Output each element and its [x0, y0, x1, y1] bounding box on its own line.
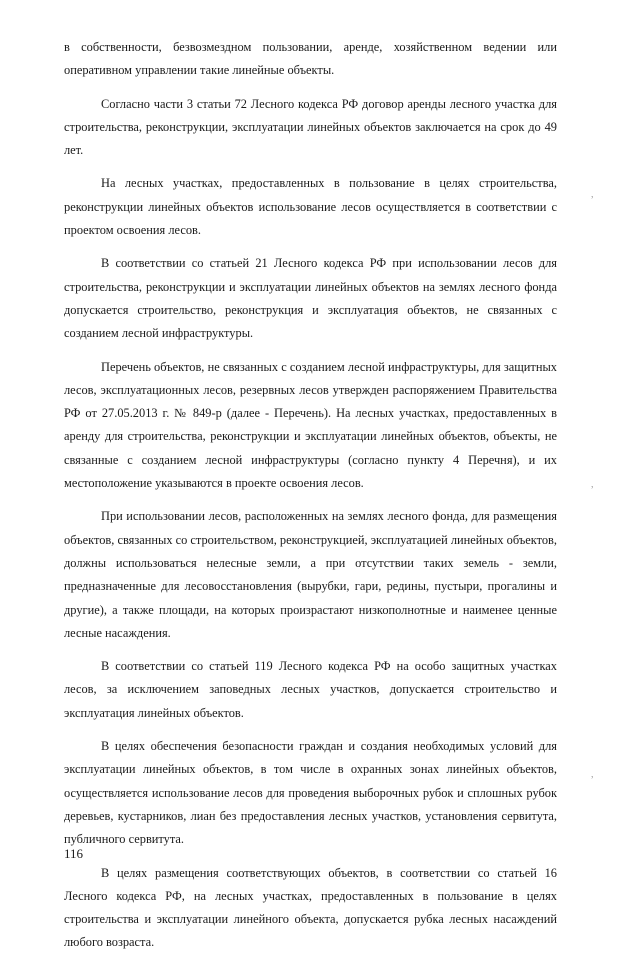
paragraph: Согласно части 3 статьи 72 Лесного кодекса РФ договор аренды лесного участка для строительства, реконструкции, эксплуатации линейных объектов заключается на срок до 49 лет.	[64, 96, 557, 158]
page-number: 116	[64, 846, 84, 861]
paragraph: Перечень объектов, не связанных с созданием лесной инфраструктуры, для защитных лесов, эксплуатационных лесов, резервных лесов утвержден распоряжением Правительства РФ от 27.05.2013 г. № 849-р (далее - Перечень). На лесных участках, предоставленных в аренду для строительства, реконструкции и эксплуатации линейных объектов, объекты, не связанные с созданием лесной инфраструктуры (согласно пункту 4 Перечня), и их местоположение указываются в проекте освоения лесов.	[64, 359, 557, 491]
document-page	[64, 36, 557, 965]
paragraph: В целях обеспечения безопасности граждан и создания необходимых условий для эксплуатации линейных объектов, в том числе в охранных зонах линейных объектов, осуществляется использование лесов для проведения выборочных рубок и сплошных рубок деревьев, кустарников, лиан без предоставления лесных участков, установления сервитута, публичного сервитута.	[64, 739, 557, 847]
scan-speck: ,	[591, 479, 594, 490]
paragraph: В целях размещения соответствующих объектов, в соответствии со статьей 16 Лесного кодекса РФ, на лесных участках, предоставленных в пользование в целях строительства и эксплуатации линейного объекта, допускается рубка лесных насаждений любого возраста.	[64, 865, 557, 950]
paragraph: В соответствии со статьей 21 Лесного кодекса РФ при использовании лесов для строительства, реконструкции и эксплуатации линейных объектов на землях лесного фонда допускается строительство, реконструкция и эксплуатация объектов, не связанных с созданием лесной инфраструктуры.	[64, 256, 557, 341]
paragraph-continuation: в собственности, безвозмездном пользовании, аренде, хозяйственном ведении или оперативном управлении такие линейные объекты.	[64, 40, 557, 78]
scan-speck: ,	[591, 189, 594, 200]
paragraph: В соответствии со статьей 119 Лесного кодекса РФ на особо защитных участках лесов, за исключением заповедных лесных участков, допускается строительство и эксплуатация линейных объектов.	[64, 659, 557, 720]
scan-speck: ,	[591, 769, 594, 780]
paragraph: На лесных участках, предоставленных в пользование в целях строительства, реконструкции линейных объектов использование лесов осуществляется в соответствии с проектом освоения лесов.	[64, 176, 557, 238]
paragraph: При использовании лесов, расположенных на землях лесного фонда, для размещения объектов, связанных со строительством, реконструкцией, эксплуатацией линейных объектов, должны использоваться нелесные земли, а при отсутствии таких земель - земли, предназначенные для лесовосстановления (вырубки, гари, редины, пустыри, прогалины и другие), а также площади, на которых произрастают низкополнотные и наименее ценные лесные насаждения.	[64, 509, 558, 640]
